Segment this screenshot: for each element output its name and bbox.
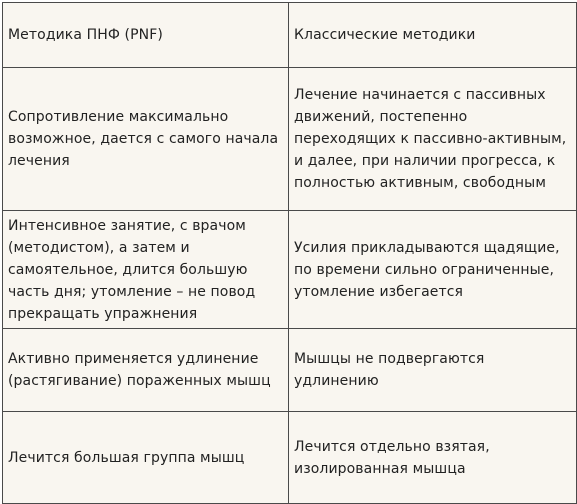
- table-cell: [3, 412, 289, 504]
- table-row: [3, 329, 577, 412]
- table-row: [3, 211, 577, 329]
- table-cell: [289, 329, 577, 412]
- comparison-table: [2, 2, 577, 504]
- header-cell-pnf: [3, 3, 289, 68]
- cell-text: Мышцы не подвергаются удлинению: [294, 351, 485, 389]
- cell-text: Сопротивление максимально возможное, дается с самого начала лечения: [8, 109, 279, 169]
- cell-text: Лечится большая группа мышц: [8, 449, 245, 466]
- cell-text: Активно применяется удлинение (растягивание) пораженных мышц: [8, 351, 271, 389]
- header-label: Методика ПНФ (PNF): [8, 27, 163, 43]
- cell-text: Интенсивное занятие, с врачом (методистом), а затем и самоятельное, длится большую часть дня; утомление – не повод прекращать упражнения: [8, 217, 256, 322]
- cell-text: Лечится отдельно взятая, изолированная мышца: [294, 438, 490, 477]
- table-cell: [289, 211, 577, 329]
- header-cell-classic: [289, 3, 577, 68]
- table-row: [3, 68, 577, 211]
- table-row: [3, 412, 577, 504]
- table-cell: [289, 68, 577, 211]
- table-header-row: [3, 3, 577, 68]
- header-label: Классические методики: [294, 27, 476, 43]
- table-cell: [3, 211, 289, 329]
- table-cell: [3, 329, 289, 412]
- cell-text: Усилия прикладываются щадящие, по времени сильно ограниченные, утомление избегается: [294, 239, 560, 300]
- table-cell: [289, 412, 577, 504]
- cell-text: Лечение начинается с пассивных движений, постепенно переходящих к пассивно-активным, и далее, при наличии прогресса, к полностью активным, свободным: [294, 87, 567, 191]
- table-cell: [3, 68, 289, 211]
